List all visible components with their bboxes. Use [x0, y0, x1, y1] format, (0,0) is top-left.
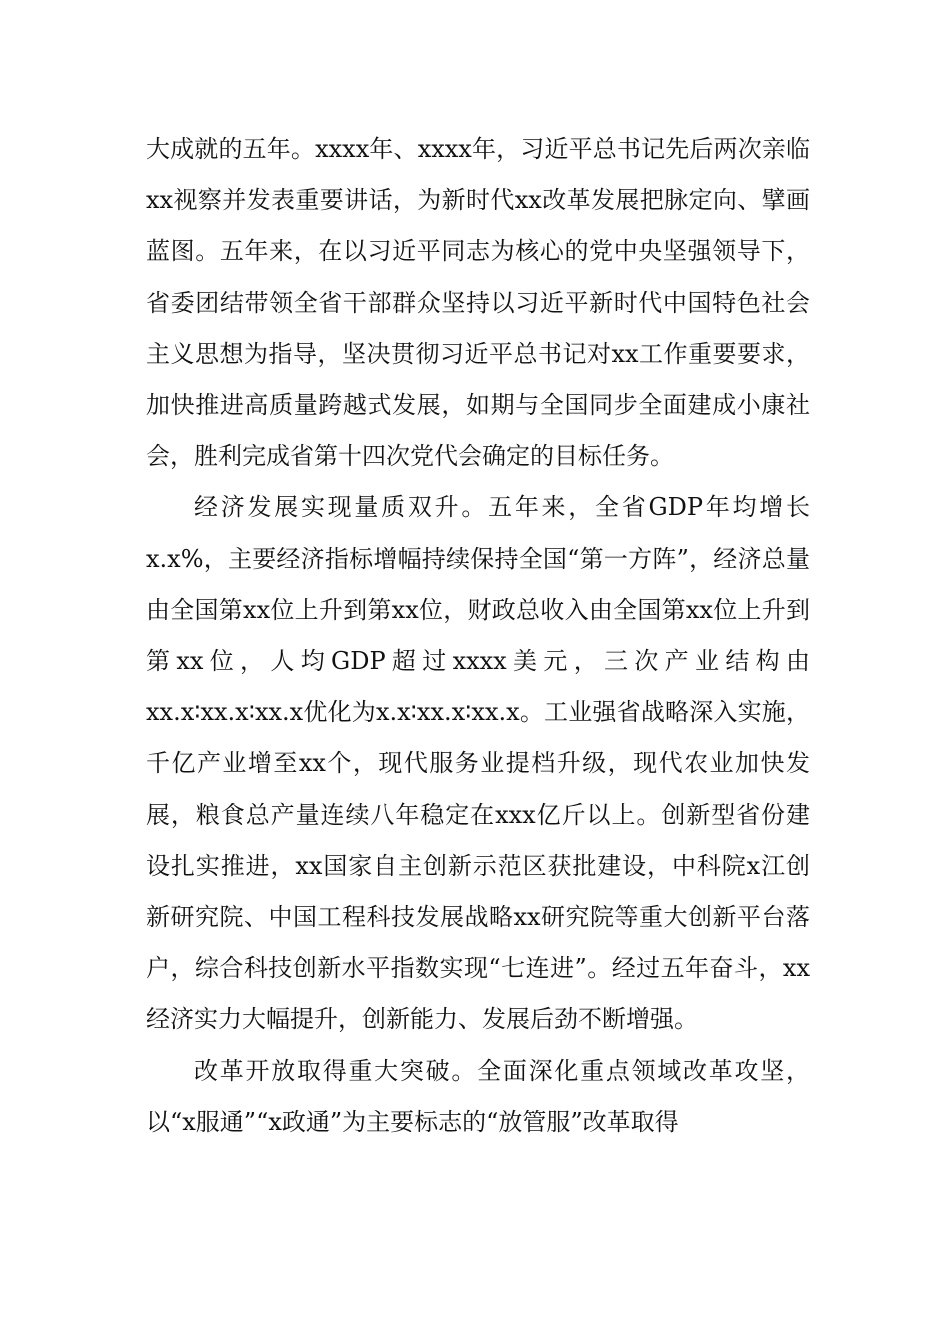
paragraph-economic-development: 经济发展实现量质双升。五年来，全省GDP年均增长x.x%，主要经济指标增幅持续保持全国“第一方阵”，经济总量由全国第xx位上升到第xx位，财政总收入由全国第xx位上升到第xx位，人均GDP超过xxxx美元，三次产业结构由xx.x∶xx.x∶xx.x优化为x.x∶xx.x∶xx.x。工业强省战略深入实施，千亿产业增至xx个，现代服务业提档升级，现代农业加快发展，粮食总产量连续八年稳定在xxx亿斤以上。创新型省份建设扎实推进，xx国家自主创新示范区获批建设，中科院x江创新研究院、中国工程科技发展战略xx研究院等重大创新平台落户，综合科技创新水平指数实现“七连进”。经过五年奋斗，xx经济实力大幅提升，创新能力、发展后劲不断增强。 — [146, 493, 810, 1034]
document-body — [146, 124, 810, 1148]
paragraph-achievements-intro: 大成就的五年。xxxx年、xxxx年，习近平总书记先后两次亲临xx视察并发表重要讲话，为新时代xx改革发展把脉定向、擘画蓝图。五年来，在以习近平同志为核心的党中央坚强领导下，省委团结带领全省干部群众坚持以习近平新时代中国特色社会主义思想为指导，坚决贯彻习近平总书记对xx工作重要要求，加快推进高质量跨越式发展，如期与全国同步全面建成小康社会，胜利完成省第十四次党代会确定的目标任务。 — [146, 135, 810, 471]
paragraph-reform-opening: 改革开放取得重大突破。全面深化重点领域改革攻坚，以“x服通”“x政通”为主要标志的“放管服”改革取得 — [146, 1056, 810, 1136]
